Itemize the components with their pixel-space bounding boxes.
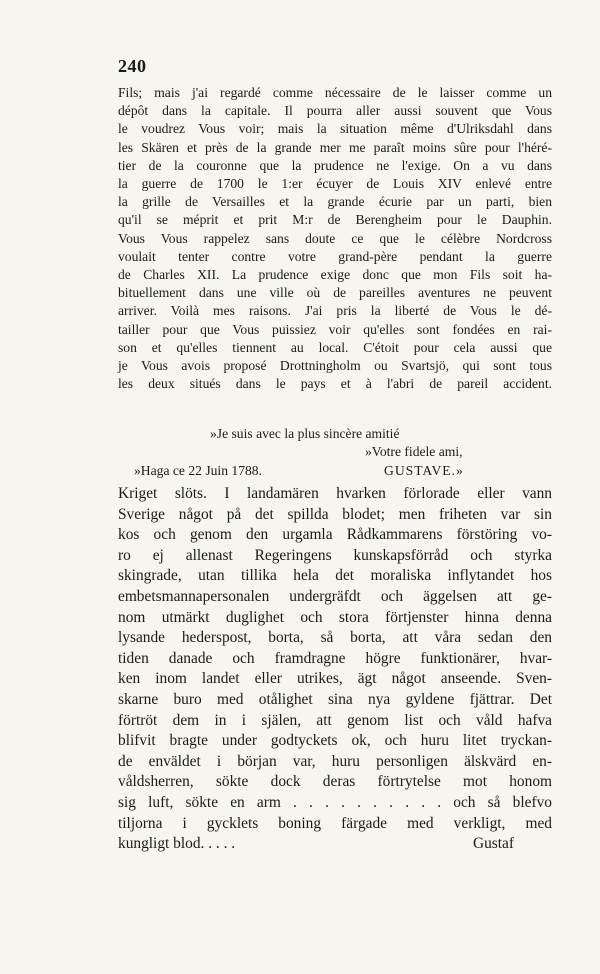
letter-line: le voudrez Vous voir; mais la situation même d'Ulriksdahl dans	[118, 121, 552, 137]
body-line: kos och genom den urgamla Rådkammarens förstöring vo-	[118, 526, 552, 544]
body-line: Sverige något på det spillda blodet; men friheten var sin	[118, 505, 552, 523]
letter-line: la grille de Versailles et la grande écurie par un parti, bien	[118, 194, 552, 210]
body-last-line	[118, 834, 552, 855]
letter-line: les deux situés dans le pays et à l'abri de pareil accident.	[118, 376, 552, 392]
body-line: nom utmärkt duglighet och stora förtjenster hinna denna	[118, 608, 552, 626]
letter-line: je Vous avois proposé Drottningholm ou Svartsjö, qui sont tous	[118, 358, 552, 374]
closing-valediction: »Votre fidele ami,	[365, 444, 463, 459]
closing-greeting: »Je suis avec la plus sincère amitié	[210, 426, 400, 441]
body-line: skingrade, utan tillika hela det moraliska inflytandet hos	[118, 567, 552, 585]
body-line: skarne buro med otålighet sina nya gyldene fjättrar. Det	[118, 690, 552, 708]
letter-line: voulait tenter contre votre grand-père pendant la guerre	[118, 248, 552, 264]
body-line: lysande hederspost, borta, så borta, att våra sedan den	[118, 629, 552, 647]
body-line: ro ej allenast Regeringens kunskapsförråd och styrka	[118, 546, 552, 564]
letter-line: de Charles XII. La prudence exige donc que mon Fils soit ha-	[118, 267, 552, 283]
letter-line: la guerre de 1700 le 1:er écuyer de Louis XIV enlevé entre	[118, 176, 552, 192]
body-last-line-text: kungligt blod. . . . .	[118, 835, 236, 853]
letter-line: tier de la couronne que la prudence ne l'exige. On a vu dans	[118, 157, 552, 173]
letter-line: bituellement dans une ville où de pareilles aventures ne peuvent	[118, 285, 552, 301]
letter-line: son et qu'elles tiennent au local. C'étoit pour cela aussi que	[118, 339, 552, 355]
body-line: sig luft, sökte en arm . . . . . . . . . . och så blefvo	[118, 793, 552, 811]
signature: GUSTAVE.»	[384, 463, 464, 478]
letter-line: qu'il se méprit et prit M:r de Berengheim pour le Dauphin.	[118, 212, 552, 228]
body-line: Kriget slöts. I landamären hvarken förlorade eller vann	[118, 485, 552, 502]
letter-line: Fils; mais j'ai regardé comme nécessaire de le laisser comme un	[118, 85, 552, 100]
place-date: »Haga ce 22 Juin 1788.	[134, 463, 262, 478]
body-line: tiden danade och framdragne högre funktionärer, hvar-	[118, 649, 552, 667]
body-line: blifvit bragte under godtyckets ok, och huru litet tryckan-	[118, 732, 552, 750]
letter-line: tailler pour que Vous puissiez voir qu'elles sont fondées en rai-	[118, 321, 552, 337]
letter-text	[118, 84, 552, 393]
body-text	[118, 484, 552, 855]
body-line: ken inom landet eller utrikes, ägt något anseende. Sven-	[118, 670, 552, 688]
body-line: våldsherren, sökte dock deras förtrytelse mot honom	[118, 773, 552, 791]
letter-line: arriver. Voilà mes raisons. J'ai pris la liberté de Vous le dé-	[118, 303, 552, 319]
letter-line: dépôt dans la capitale. Il pourra aller aussi souvent que Vous	[118, 103, 552, 119]
body-line: embetsmannapersonalen undergräfdt och äggelsen att ge-	[118, 587, 552, 605]
page-number: 240	[118, 56, 147, 76]
body-line: tiljorna i gycklets boning färgade med verkligt, med	[118, 814, 552, 832]
body-line: de enväldet i början var, huru personligen älskvärd en-	[118, 752, 552, 770]
letter-line: Vous Vous rappelez sans doute ce que le célèbre Nordcross	[118, 230, 552, 246]
letter-line: les Skären et près de la grande mer me paraît moins sûre pour l'héré-	[118, 139, 552, 155]
catchword: Gustaf	[472, 835, 514, 853]
body-line: förtröt dem in i själen, att genom list och våld hafva	[118, 711, 552, 729]
